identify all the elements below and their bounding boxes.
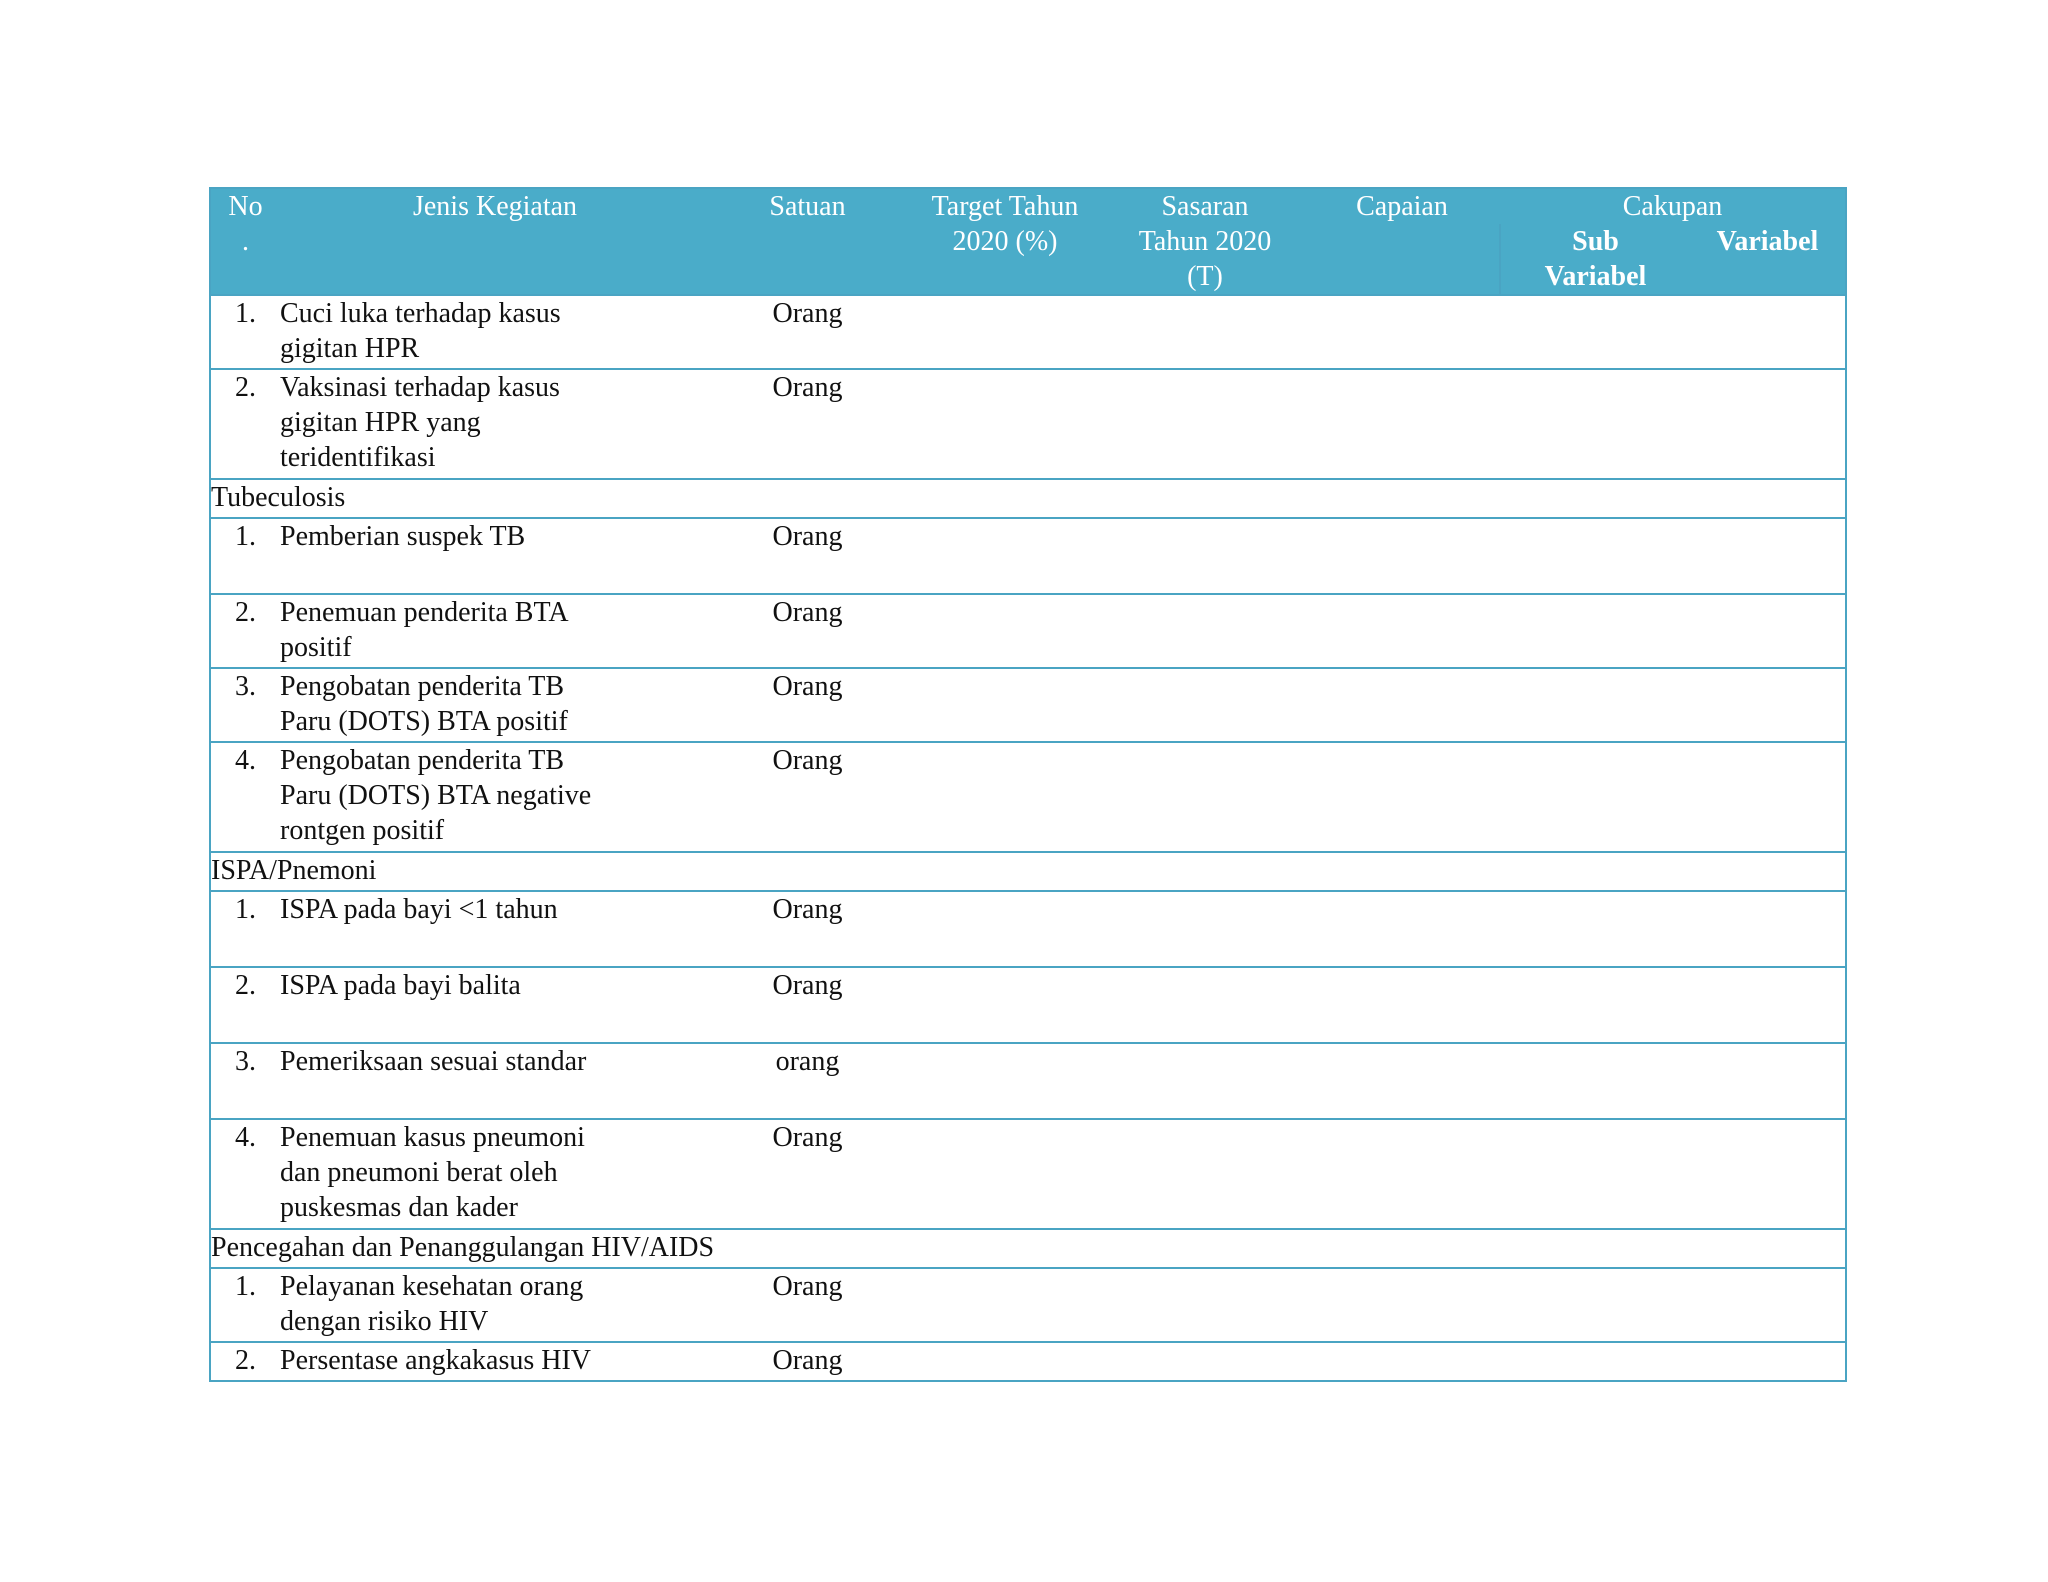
row-target [905,295,1105,369]
row-number: 1. [210,891,280,967]
row-sasaran [1105,594,1305,668]
row-sasaran [1105,967,1305,1043]
table-row [210,518,1846,594]
row-number: 4. [210,742,280,852]
row-activity [280,891,710,967]
row-variabel [1690,891,1846,967]
row-target [905,594,1105,668]
header-capaian: Capaian [1305,188,1500,295]
table-row [210,594,1846,668]
row-activity [280,1119,710,1229]
activity-line: Penemuan penderita BTA [280,597,569,628]
row-target [905,1043,1105,1119]
row-activity [280,295,710,369]
header-sasaran-line1: Sasaran [1161,191,1249,222]
row-unit: Orang [710,518,905,594]
activity-line: Pengobatan penderita TB [280,745,565,776]
row-sasaran [1105,891,1305,967]
header-target-line1: Target Tahun [931,191,1079,222]
activity-line: dengan risiko HIV [280,1306,489,1337]
header-cakupan: Cakupan [1500,188,1846,224]
header-variabel: Variabel [1690,224,1846,295]
table-row [210,742,1846,852]
header-sub-line1: Sub [1572,226,1619,257]
row-sub-variabel [1500,742,1690,852]
row-unit: Orang [710,594,905,668]
row-variabel [1690,1268,1846,1342]
row-unit: Orang [710,1268,905,1342]
table-row [210,668,1846,742]
activity-line: Cuci luka terhadap kasus [280,298,561,329]
row-activity [280,518,710,594]
row-sub-variabel [1500,295,1690,369]
row-variabel [1690,295,1846,369]
row-capaian [1305,518,1500,594]
header-no-label: No [228,191,263,222]
row-capaian [1305,295,1500,369]
row-variabel [1690,1342,1846,1381]
row-unit: Orang [710,891,905,967]
table-row [210,1268,1846,1342]
activity-line: ISPA pada bayi <1 tahun [280,894,558,925]
activity-line: Pelayanan kesehatan orang [280,1271,584,1302]
activity-line: Pengobatan penderita TB [280,671,565,702]
header-sub-variabel [1500,224,1690,295]
header-sub-line2: Variabel [1544,261,1647,292]
row-sasaran [1105,1268,1305,1342]
activity-line: positif [280,632,352,663]
row-sub-variabel [1500,1119,1690,1229]
row-target [905,369,1105,479]
row-sub-variabel [1500,518,1690,594]
row-sasaran [1105,369,1305,479]
table-header [210,188,1846,295]
header-sasaran-line2: Tahun 2020 [1138,226,1272,257]
activity-line: rontgen positif [280,815,445,846]
row-capaian [1305,1043,1500,1119]
table-body [210,295,1846,1381]
row-target [905,891,1105,967]
row-capaian [1305,369,1500,479]
row-target [905,1119,1105,1229]
row-number: 2. [210,594,280,668]
row-unit: Orang [710,742,905,852]
row-capaian [1305,1119,1500,1229]
row-variabel [1690,1119,1846,1229]
row-number: 1. [210,518,280,594]
header-target-line2: 2020 (%) [952,226,1058,257]
row-unit: Orang [710,1119,905,1229]
table-row [210,891,1846,967]
header-sasaran [1105,188,1305,295]
row-sasaran [1105,1342,1305,1381]
row-sasaran [1105,518,1305,594]
row-variabel [1690,594,1846,668]
row-sasaran [1105,742,1305,852]
table-row [210,967,1846,1043]
activity-line: Pemeriksaan sesuai standar [280,1046,587,1077]
row-sub-variabel [1500,594,1690,668]
row-variabel [1690,1043,1846,1119]
header-sasaran-line3: (T) [1187,261,1223,292]
row-target [905,668,1105,742]
row-activity [280,967,710,1043]
activity-line: Pemberian suspek TB [280,521,526,552]
row-number: 3. [210,1043,280,1119]
activity-line: gigitan HPR [280,333,420,364]
row-activity [280,1043,710,1119]
activity-line: Vaksinasi terhadap kasus [280,372,560,403]
header-no [210,188,280,295]
section-row [210,1229,1846,1268]
row-activity [280,594,710,668]
row-unit: orang [710,1043,905,1119]
row-capaian [1305,742,1500,852]
row-number: 1. [210,1268,280,1342]
row-number: 2. [210,967,280,1043]
header-no-dot: . [242,226,249,257]
row-variabel [1690,369,1846,479]
row-number: 1. [210,295,280,369]
row-capaian [1305,891,1500,967]
row-activity [280,742,710,852]
row-sub-variabel [1500,369,1690,479]
row-unit: Orang [710,295,905,369]
activity-line: Paru (DOTS) BTA positif [280,706,568,737]
row-variabel [1690,518,1846,594]
row-number: 3. [210,668,280,742]
row-capaian [1305,967,1500,1043]
row-sub-variabel [1500,1342,1690,1381]
row-unit: Orang [710,668,905,742]
table-row [210,369,1846,479]
row-target [905,967,1105,1043]
row-activity [280,668,710,742]
row-activity [280,1268,710,1342]
table-row [210,295,1846,369]
activity-line: Penemuan kasus pneumoni [280,1122,585,1153]
row-sub-variabel [1500,1268,1690,1342]
row-sasaran [1105,295,1305,369]
row-sasaran [1105,1119,1305,1229]
activity-line: dan pneumoni berat oleh [280,1157,558,1188]
row-target [905,1342,1105,1381]
row-variabel [1690,742,1846,852]
row-capaian [1305,1268,1500,1342]
row-target [905,518,1105,594]
header-target [905,188,1105,295]
activity-line: Persentase angkakasus HIV [280,1345,592,1376]
activity-line: gigitan HPR yang [280,407,481,438]
section-title-tuberculosis: Tubeculosis [210,479,1846,518]
activity-line: puskesmas dan kader [280,1192,518,1223]
section-row [210,479,1846,518]
activity-line: ISPA pada bayi balita [280,970,521,1001]
row-sub-variabel [1500,1043,1690,1119]
row-sub-variabel [1500,891,1690,967]
section-title-ispa: ISPA/Pnemoni [210,852,1846,891]
table-row [210,1119,1846,1229]
row-number: 2. [210,1342,280,1381]
activity-line: Paru (DOTS) BTA negative [280,780,592,811]
section-row [210,852,1846,891]
row-variabel [1690,668,1846,742]
row-number: 4. [210,1119,280,1229]
row-unit: Orang [710,967,905,1043]
row-sub-variabel [1500,668,1690,742]
header-jenis-kegiatan: Jenis Kegiatan [280,188,710,295]
row-sasaran [1105,668,1305,742]
row-sasaran [1105,1043,1305,1119]
row-capaian [1305,668,1500,742]
activity-line: teridentifikasi [280,442,436,473]
row-capaian [1305,1342,1500,1381]
header-satuan: Satuan [710,188,905,295]
row-sub-variabel [1500,967,1690,1043]
table-row [210,1342,1846,1381]
row-number: 2. [210,369,280,479]
row-variabel [1690,967,1846,1043]
table-row [210,1043,1846,1119]
section-title-hiv-aids: Pencegahan dan Penanggulangan HIV/AIDS [210,1229,1846,1268]
row-target [905,742,1105,852]
row-target [905,1268,1105,1342]
row-capaian [1305,594,1500,668]
row-activity [280,1342,710,1381]
row-unit: Orang [710,369,905,479]
program-table [209,187,1847,1382]
row-activity [280,369,710,479]
row-unit: Orang [710,1342,905,1381]
